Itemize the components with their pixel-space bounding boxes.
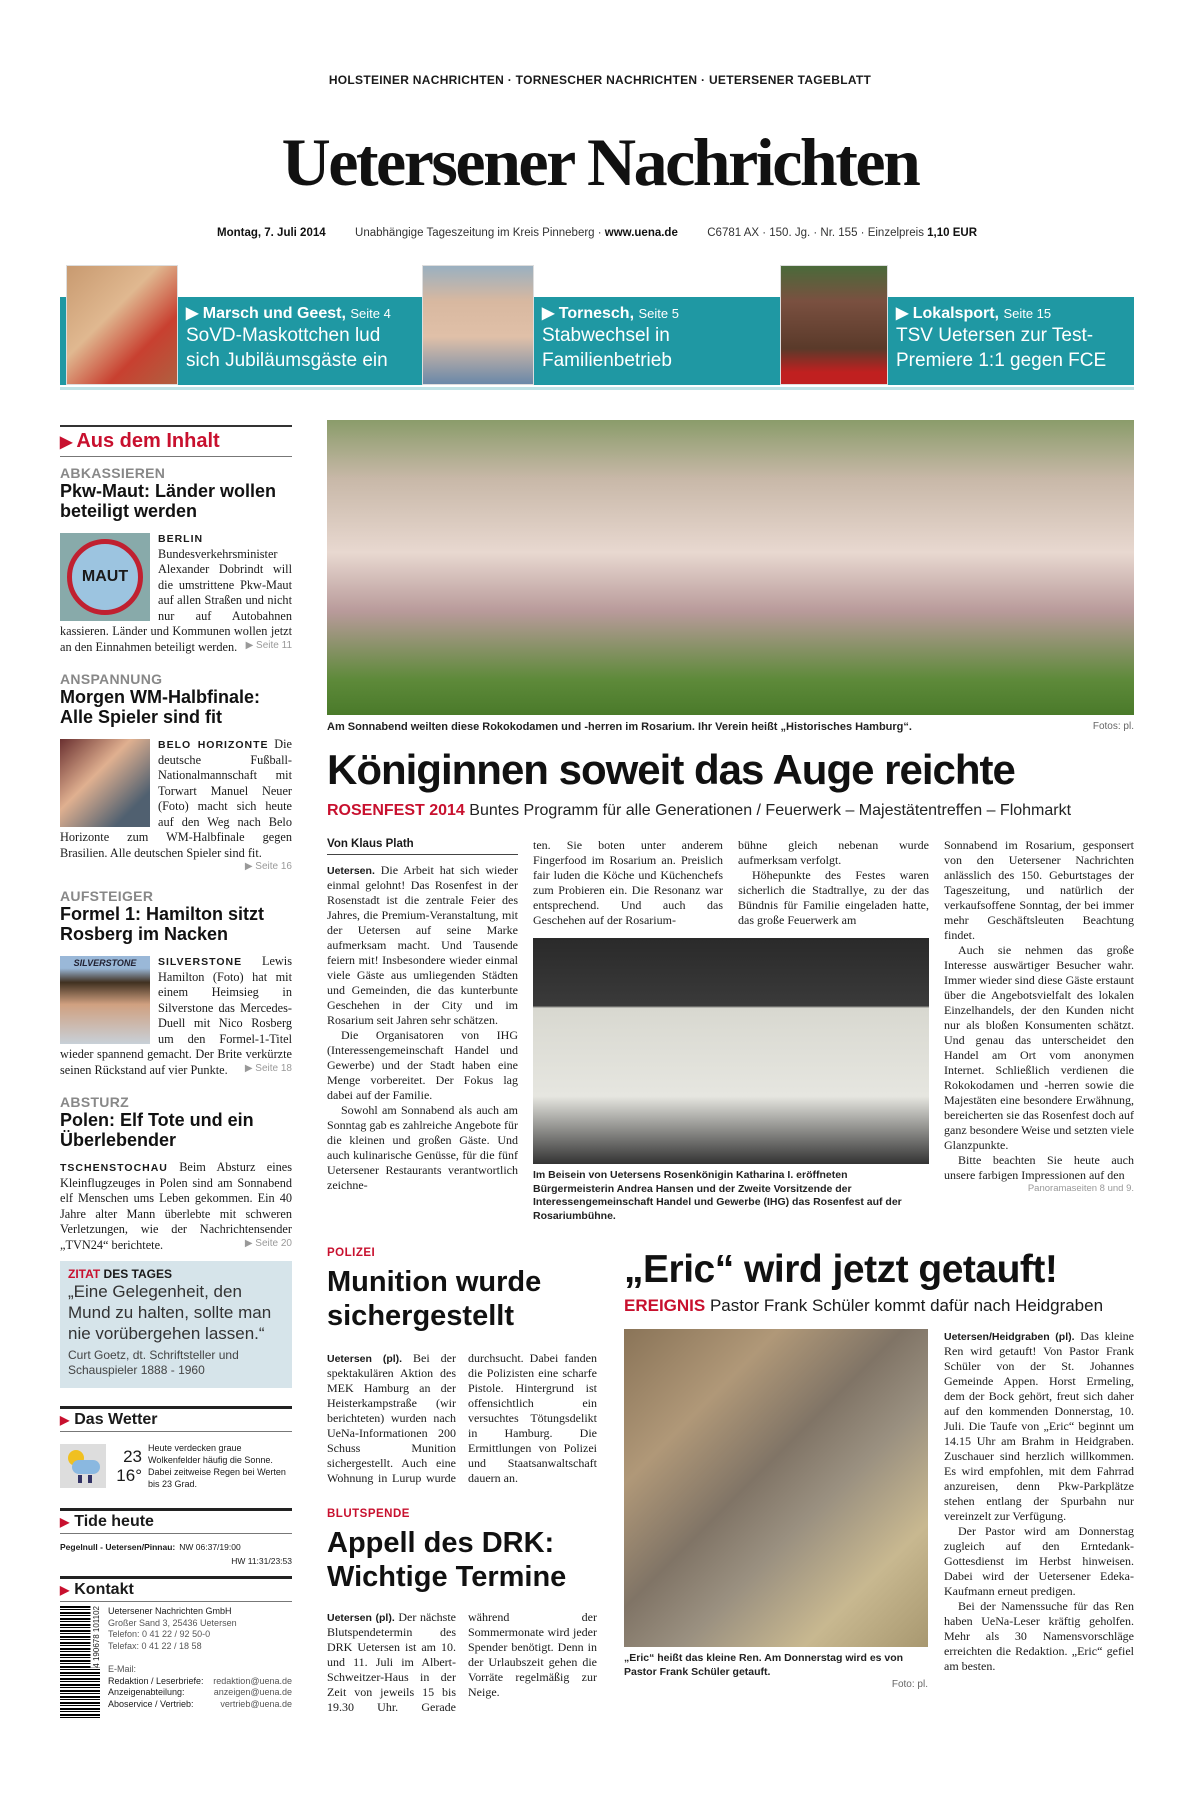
temp-high: 23: [123, 1447, 142, 1466]
lead-headline: Königinnen soweit das Auge reichte: [327, 746, 1015, 793]
item-title: Pkw-Maut: Länder wollen beteiligt werden: [60, 481, 277, 521]
teaser-section: Tornesch,: [558, 305, 635, 322]
issue-number: C6781 AX · 150. Jg. · Nr. 155 · Einzelpreis: [707, 227, 928, 239]
arrow-icon: ▶: [60, 1583, 70, 1597]
photo-caption: Am Sonnabend weilten diese Rokokodamen und -herren im Rosarium. Ihr Verein heißt „Historisches Hamburg“.: [327, 721, 912, 733]
eric-photo-block: [624, 1329, 928, 1690]
lead-subheadline: [327, 800, 1134, 822]
eric-article: [624, 1247, 1134, 1690]
item-title: Morgen WM-Halbfinale: Alle Spieler sind fit: [60, 687, 260, 727]
teaser-tornesch[interactable]: [422, 265, 772, 385]
sidebar-item[interactable]: [60, 663, 292, 872]
page-ref[interactable]: ▶ Seite 18: [244, 1062, 292, 1074]
article-column-3: [738, 838, 929, 928]
driver-photo: SILVERSTONE: [60, 956, 150, 1044]
kicker: ABSTURZ: [60, 1094, 129, 1110]
weather-text: Heute verdecken graue Wolkenfelder häufig die Sonne. Dabei zeitweise Regen bei Werten bis 23 Grad.: [148, 1443, 286, 1489]
barcode-number: 4 190678 101102: [91, 1606, 101, 1668]
sun-cloud-rain-icon: [60, 1444, 106, 1488]
teaser-title: Stabwechsel in Familienbetrieb: [542, 325, 672, 371]
tide-info: [60, 1542, 292, 1566]
quote-author: Curt Goetz, dt. Schriftsteller und Schauspieler 1888 - 1960: [68, 1348, 239, 1377]
polizei-article: [327, 1247, 597, 1486]
goalkeeper-photo: [60, 739, 150, 827]
paragraph: ten. Sie boten unter anderem Fingerfood im Rosarium an. Preislich fair luden die Köche und Küchenchefs zum Probieren ein. Die Resonanz war entsprechend. Und auch das Geschehen auf der Rosarium-: [533, 838, 723, 927]
lead-article: [327, 838, 1134, 1223]
issue-date: Montag, 7. Juli 2014: [217, 227, 326, 239]
fax: Telefax: 0 41 22 / 18 58: [108, 1640, 202, 1651]
paragraph: Sowohl am Sonnabend als auch am Sonntag gab es zahlreiche Angebote für die kleinen und großen Gäste. Und auch kulinarische Genüsse, für die fünf Uetersener Restaurants verantwortlich zeichne-: [327, 1103, 518, 1192]
email-link[interactable]: redaktion@uena.de: [213, 1675, 292, 1686]
sidebar-item[interactable]: [60, 880, 292, 1078]
reindeer-photo: [624, 1329, 928, 1647]
eric-subheadline: [624, 1295, 1134, 1317]
kicker: EREIGNIS: [624, 1296, 706, 1315]
weather-heading: [60, 1406, 292, 1432]
photo-credit: Foto: pl.: [891, 1679, 928, 1690]
arrow-icon: ▶: [186, 305, 203, 322]
kicker: ABKASSIEREN: [60, 465, 166, 481]
contact-heading: [60, 1576, 292, 1602]
bottom-section: [327, 1247, 1134, 1715]
arrow-icon: ▶: [896, 305, 913, 322]
paragraph: Der Pastor wird am Donnerstag zugleich auf den Erntedank-Gottesdienst im Herbst hinweisen. Dabei wird der Uetersener Edeka-Kaufmann erneut predigen.: [944, 1524, 1134, 1598]
page-ref[interactable]: ▶ Seite 11: [245, 639, 292, 651]
left-briefs: [327, 1247, 597, 1715]
item-text: Lewis Hamilton (Foto) hat mit einem Heimsieg in Silverstone das Mercedes-Duell mit Nico Rosberg um den Formel-1-Titel wieder spannend gemacht. Der Brite verkürzte seinen Rückstand auf vier Punkte.: [60, 954, 292, 1077]
lead-location: Uetersen.: [327, 865, 375, 877]
photo-caption: „Eric“ heißt das kleine Ren. Am Donnerstag wird es von Pastor Frank Schüler getauft.: [624, 1652, 904, 1678]
subtitle-text: Unabhängige Tageszeitung im Kreis Pinneberg ·: [355, 227, 605, 239]
company-name: Uetersener Nachrichten GmbH: [108, 1606, 232, 1616]
item-title: Polen: Elf Tote und ein Überlebender: [60, 1110, 254, 1150]
lead-location: Uetersen/Heidgraben (pl).: [944, 1331, 1075, 1343]
arrow-icon: ▶: [60, 1515, 70, 1529]
address: Großer Sand 3, 25436 Uetersen: [108, 1617, 237, 1628]
page-ref[interactable]: ▶ Seite 20: [244, 1237, 292, 1249]
date-line: [217, 227, 977, 239]
email-link[interactable]: anzeigen@uena.de: [213, 1687, 292, 1697]
tide-nw: NW 06:37/19:00: [179, 1542, 241, 1552]
article-column-4: [944, 838, 1134, 1194]
lead-location: Uetersen (pl).: [327, 1353, 403, 1365]
teaser-page: Seite 15: [1003, 306, 1052, 321]
arrow-icon: ▶: [60, 1413, 70, 1427]
article-column-2: [533, 838, 723, 928]
heading-text: Kontakt: [74, 1581, 134, 1598]
item-title: Formel 1: Hamilton sitzt Rosberg im Nacken: [60, 904, 265, 944]
barcode: [60, 1606, 100, 1718]
sidebar-item[interactable]: [60, 457, 292, 655]
email-label: E-Mail:: [108, 1664, 137, 1674]
article-headline: Appell des DRK: Wichtige Termine: [327, 1527, 567, 1593]
page-ref[interactable]: ▶ Seite 16: [244, 861, 292, 872]
teddy-bear-photo: [66, 265, 178, 385]
dateline-loc: SILVERSTONE: [158, 956, 243, 968]
blutspende-article: [327, 1508, 597, 1715]
contact-key: Redaktion / Leserbriefe:: [108, 1675, 204, 1686]
temp-low: 16°: [116, 1466, 142, 1485]
paper-subtitle: [355, 227, 678, 239]
heading-text: Tide heute: [74, 1513, 154, 1530]
teaser-section: Marsch und Geest,: [202, 305, 346, 322]
stage-photo: [533, 938, 929, 1164]
arrow-icon: ▶: [542, 305, 559, 322]
contact-box: [60, 1606, 292, 1718]
price: 1,10 EUR: [927, 227, 977, 239]
sister-papers-line: HOLSTEINER NACHRICHTEN · TORNESCHER NACHRICHTEN · UETERSENER TAGEBLATT: [328, 73, 872, 87]
teaser-page: Seite 4: [350, 306, 391, 321]
kicker: AUFSTEIGER: [60, 888, 154, 904]
item-text: Bundesverkehrsminister Alexander Dobrindt will die umstrittene Pkw-Maut auf allen Straßen und nicht nur auf Autobahnen kassieren. Länder und Kommunen wollen jetzt an den Einnahmen beteiligt werden.: [60, 546, 292, 654]
lead-location: Uetersen (pl).: [327, 1612, 395, 1624]
item-text: Die deutsche Fußball-Nationalmannschaft mit Torwart Manuel Neuer (Foto) macht sich heute auf den Weg nach Belo Horizonte zum WM-Halbfinale gegen Brasilien. Alle deutschen Spieler sind fit.: [60, 737, 292, 860]
main-content: [327, 744, 1134, 1715]
article-headline: Munition wurde sichergestellt: [327, 1266, 542, 1332]
dateline-loc: TSCHENSTOCHAU: [60, 1162, 168, 1174]
dateline-loc: BERLIN: [158, 533, 204, 545]
contact-key: Aboservice / Vertrieb:: [108, 1698, 194, 1709]
article-text: Bei der spektakulären Aktion des MEK Hamburg an der Heisterkampstraße (wir berichteten) wurden nach UeNa-Informationen 200 Schuss Munition sichergestellt. Auch eine Wohnung in Lurup wurde durchsucht. Dabei fanden die Polizisten eine scharfe Pistole. Hintergrund ist offensichtlich ein versuchtes Tötungsdelikt in Hamburg. Die Ermittlungen von Polizei und Staatsanwaltschaft dauern an.: [327, 1351, 597, 1485]
article-text: Der nächste Blutspendetermin des DRK Uetersen ist am 10. und 11. Juli im Albert-Schweitzer-Haus in der Zeit von jeweils 15 bis 19.30 Uhr. Gerade während der Sommermonate wird jeder Spender benötigt. Denn in der Urlaubszeit gehen die Vorräte regelmäßig zur Neige.: [327, 1610, 597, 1714]
tide-label: Pegelnull - Uetersen/Pinnau:: [60, 1542, 176, 1552]
subheadline-text: Buntes Programm für alle Generationen / Feuerwerk – Majestätentreffen – Flohmarkt: [464, 802, 1072, 819]
divider: [60, 387, 1134, 390]
sidebar-item[interactable]: [60, 1086, 292, 1253]
quote-label-rest: DES TAGES: [100, 1267, 173, 1281]
sidebar: [60, 425, 292, 1718]
paragraph: Das kleine Ren wird getauft! Von Pastor Frank Schüler von der St. Johannes Gemeinde Appen. Horst Ermeling, dem der Bock gehört, freut sich daher auf den kommenden Donnerstag, 10. Juli. Die Taufe von „Eric“ beginnt um 14.15 Uhr am Brahm in Heidgraben. Zuschauer sind herzlich willkommen. Es wird empfohlen, mit dem Fahrrad anzureisen, denn Pkw-Parkplätze stehen entlang der Spurbahn nur vereinzelt zur Verfügung.: [944, 1329, 1135, 1523]
weather-box: [60, 1442, 292, 1490]
byline: Von Klaus Plath: [327, 838, 518, 855]
teaser-section: Lokalsport,: [912, 305, 999, 322]
website-link[interactable]: www.uena.de: [604, 227, 678, 239]
teaser-lokalsport[interactable]: [780, 265, 1134, 385]
eric-headline: „Eric“ wird jetzt getauft!: [624, 1248, 1058, 1291]
maut-sign-photo: MAUT: [67, 539, 143, 615]
paragraph: Sonnabend im Rosarium, gesponsert von den Uetersener Nachrichten anlässlich des 150. Geburtstages der Tageszeitung, und natürlich der verkaufsoffene Sonntag, der bei immer mehr Geschäftsleuten Beachtung findet.: [944, 838, 1134, 942]
dateline-loc: BELO HORIZONTE: [158, 739, 269, 751]
quote-label: ZITAT: [68, 1267, 101, 1281]
tide-hw: HW 11:31/23:53: [231, 1556, 292, 1566]
subheadline-text: Pastor Frank Schüler kommt dafür nach Heidgraben: [705, 1296, 1104, 1315]
kicker: POLIZEI: [327, 1247, 376, 1259]
issue-info: [707, 227, 977, 239]
rococo-costumes-photo: [327, 420, 1134, 715]
page-ref[interactable]: Panoramaseiten 8 und 9.: [1027, 1183, 1134, 1194]
paragraph: Die Organisatoren von IHG (Interessengemeinschaft Handel und Gewerbe) und der Stadt haben eine Menge vorbereitet. Der Fokus lag dabei auf der Familie.: [327, 1028, 518, 1102]
masthead-logo: Uetersener Nachrichten: [281, 124, 919, 200]
article-column-1: [327, 838, 518, 1193]
arrow-icon: ▶: [60, 434, 73, 451]
paragraph: Bitte beachten Sie heute auch unsere farbigen Impressionen auf den: [944, 1153, 1134, 1182]
kicker: ANSPANNUNG: [60, 671, 163, 687]
sidebar-heading: [60, 425, 292, 457]
teaser-marsch-und-geest[interactable]: [66, 265, 416, 385]
heading-text: Das Wetter: [74, 1411, 158, 1428]
tide-heading: [60, 1508, 292, 1534]
phone: Telefon: 0 41 22 / 92 50-0: [108, 1629, 211, 1639]
quote-text: „Eine Gelegenheit, den Mund zu halten, sollte man nie vorübergehen lassen.“: [68, 1282, 272, 1343]
article-middle: [533, 838, 929, 1223]
portrait-photo: [422, 265, 534, 385]
photo-credit: Fotos: pl.: [1092, 721, 1134, 732]
photo-caption: Im Beisein von Uetersens Rosenkönigin Katharina I. eröffneten Bürgermeisterin Andrea Hansen und der Zweite Vorsitzende der Interessengemeinschaft Handel und Gewerbe (IHG) das Rosenfest auf der Rosariumbühne.: [533, 1169, 902, 1222]
teaser-page: Seite 5: [638, 306, 679, 321]
item-text: Beim Absturz eines Kleinflugzeuges in Polen sind am Sonnabend elf Menschen ums Leben gekommen. Ein 40 Jahre alter Mann überlebte mit schweren Verletzungen, wie der Nachrichtensender „TVN24“ berichtete.: [60, 1160, 292, 1252]
heading-text: Aus dem Inhalt: [76, 430, 220, 452]
email-link[interactable]: vertrieb@uena.de: [220, 1698, 292, 1709]
eric-article-text: [944, 1329, 1134, 1674]
paragraph: Bei der Namenssuche für das Ren haben UeNa-Leser kräftig geholfen. Mehr als 30 Namensvorschläge erreichten die Redaktion. „Eric“ gefiel am besten.: [944, 1599, 1134, 1673]
kicker: BLUTSPENDE: [327, 1508, 410, 1520]
paragraph: Auch sie nehmen das große Interesse auswärtiger Besucher wahr. Immer wieder sind diese Gäste erstaunt über die Angebotsvielfalt des lokalen Einzelhandels, der den Kunden nicht nur als bloßen Konsumenten schätzt. Und genau das unterscheidet den Handel am Ort vom anonymen Internet. Schließlich verdienen die Rokokodamen und -herren sowie die Majestäten eine besondere Erwähnung, bereicherten sie das Rosenfest doch auf ganz besondere Weise und setzten viele Glanzpunkte.: [944, 943, 1134, 1152]
paragraph: Höhepunkte des Festes waren sicherlich die Stadtrallye, zu der das Bündnis für Familie eingeladen hatte, das große Feuerwerk am: [738, 868, 929, 927]
teaser-title: TSV Uetersen zur Test-Premiere 1:1 gegen FCE: [896, 325, 1107, 371]
quote-of-the-day: [60, 1261, 292, 1388]
teaser-title: SoVD-Maskottchen lud sich Jubiläumsgäste ein: [186, 325, 388, 371]
contact-key: Anzeigenabteilung:: [108, 1687, 185, 1697]
paragraph: Die Arbeit hat sich wieder einmal gelohnt! Das Rosenfest in der Rosenstadt ist die zentrale Feier des Jahres, die Premium-Veranstaltung, mit der Uetersen auf seine Marke aufmerksam macht. Und Tausende feiern mit! Insbesondere wieder einmal viele Gäste aus umliegenden Städten und Gemeinden, die das kunterbunte Geschehen in der City und im Rosarium seit Jahren sehr schätzen.: [327, 863, 518, 1027]
paragraph: bühne gleich nebenan wurde aufmerksam verfolgt.: [738, 838, 929, 867]
player-photo: [780, 265, 888, 385]
kicker: ROSENFEST 2014: [327, 802, 465, 819]
